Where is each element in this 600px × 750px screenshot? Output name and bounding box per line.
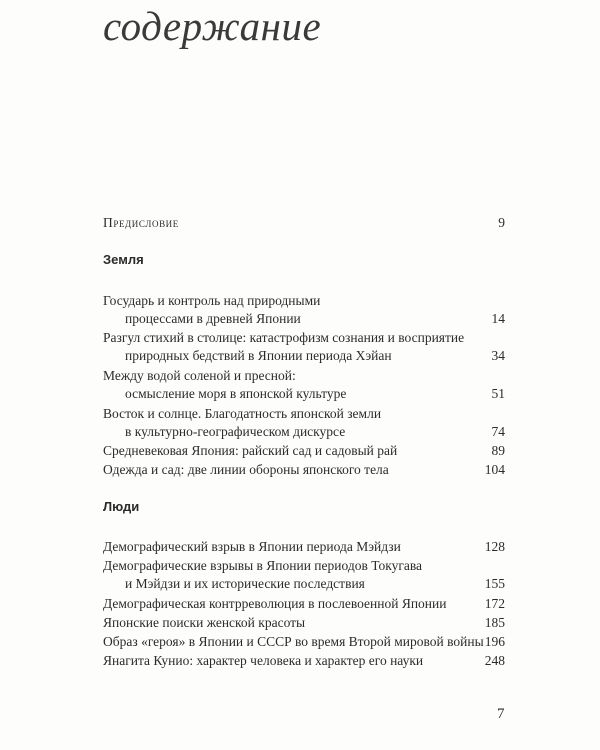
toc-entry-title: Японские поиски женской красоты: [103, 615, 306, 630]
toc-entry[interactable]: [103, 538, 505, 556]
toc-entry-page: 74: [491, 424, 505, 439]
toc-entry[interactable]: [103, 405, 505, 441]
toc-entry-preface[interactable]: [103, 214, 505, 232]
section-heading-people: Люди: [103, 499, 140, 514]
toc-entry-title-cont: процессами в древней Японии: [125, 311, 301, 326]
toc-entry[interactable]: [103, 595, 505, 613]
toc-entry[interactable]: [103, 614, 505, 632]
toc-entry-page: 34: [491, 348, 505, 363]
toc-entry[interactable]: [103, 442, 505, 460]
toc-entry-title: Средневековая Япония: райский сад и садовый рай: [103, 443, 398, 458]
toc-entry-title: Демографическая контрреволюция в послевоенной Японии: [103, 596, 447, 611]
toc-entry-page: 104: [484, 462, 505, 477]
section-heading-earth: Земля: [103, 252, 144, 267]
toc-entry-page: 196: [484, 634, 505, 649]
toc-entry[interactable]: [103, 461, 505, 479]
toc-entry-title: Разгул стихий в столице: катастрофизм сознания и восприятие: [103, 330, 465, 345]
toc-entry-page: 172: [484, 596, 505, 611]
toc-entry-title: Демографические взрывы в Японии периодов Токугава: [103, 558, 423, 573]
toc-entry-title: Государь и контроль над природными: [103, 293, 321, 308]
toc-entry-title-cont: осмысление моря в японской культуре: [125, 386, 347, 401]
toc-entry-page: 14: [491, 311, 505, 326]
toc-entry-page: 248: [484, 653, 505, 668]
toc-entry[interactable]: [103, 292, 505, 328]
toc-entry-title: Янагита Кунио: характер человека и характер его науки: [103, 653, 424, 668]
toc-entry-page: 9: [498, 215, 505, 230]
toc-entry-title-cont: природных бедствий в Японии периода Хэйан: [125, 348, 392, 363]
toc-entry-title: Восток и солнце. Благодатность японской земли: [103, 406, 382, 421]
toc-entry[interactable]: [103, 557, 505, 593]
page-number: 7: [497, 706, 505, 722]
toc-entry-page: 51: [491, 386, 505, 401]
toc-entry-page: 89: [491, 443, 505, 458]
page-title: содержание: [103, 3, 322, 49]
toc-entry-title: Между водой соленой и пресной:: [103, 368, 296, 383]
toc-entry-title-cont: и Мэйдзи и их исторические последствия: [125, 576, 365, 591]
toc-entry-title: Одежда и сад: две линии обороны японского тела: [103, 462, 389, 477]
toc-entry-page: 128: [484, 539, 505, 554]
toc-entry-page: 155: [484, 576, 505, 591]
toc-entry-title: Предисловие: [103, 215, 179, 230]
toc-entry[interactable]: [103, 367, 505, 403]
toc-entry[interactable]: [103, 652, 505, 670]
toc-entry-title: Образ «героя» в Японии и СССР во время Второй мировой войны: [103, 634, 484, 649]
toc-entry-title-cont: в культурно-географическом дискурсе: [125, 424, 346, 439]
toc-entry-page: 185: [484, 615, 505, 630]
toc-entry[interactable]: [103, 633, 505, 651]
toc-entry[interactable]: [103, 329, 505, 365]
toc-entry-title: Демографический взрыв в Японии периода Мэйдзи: [103, 539, 401, 554]
